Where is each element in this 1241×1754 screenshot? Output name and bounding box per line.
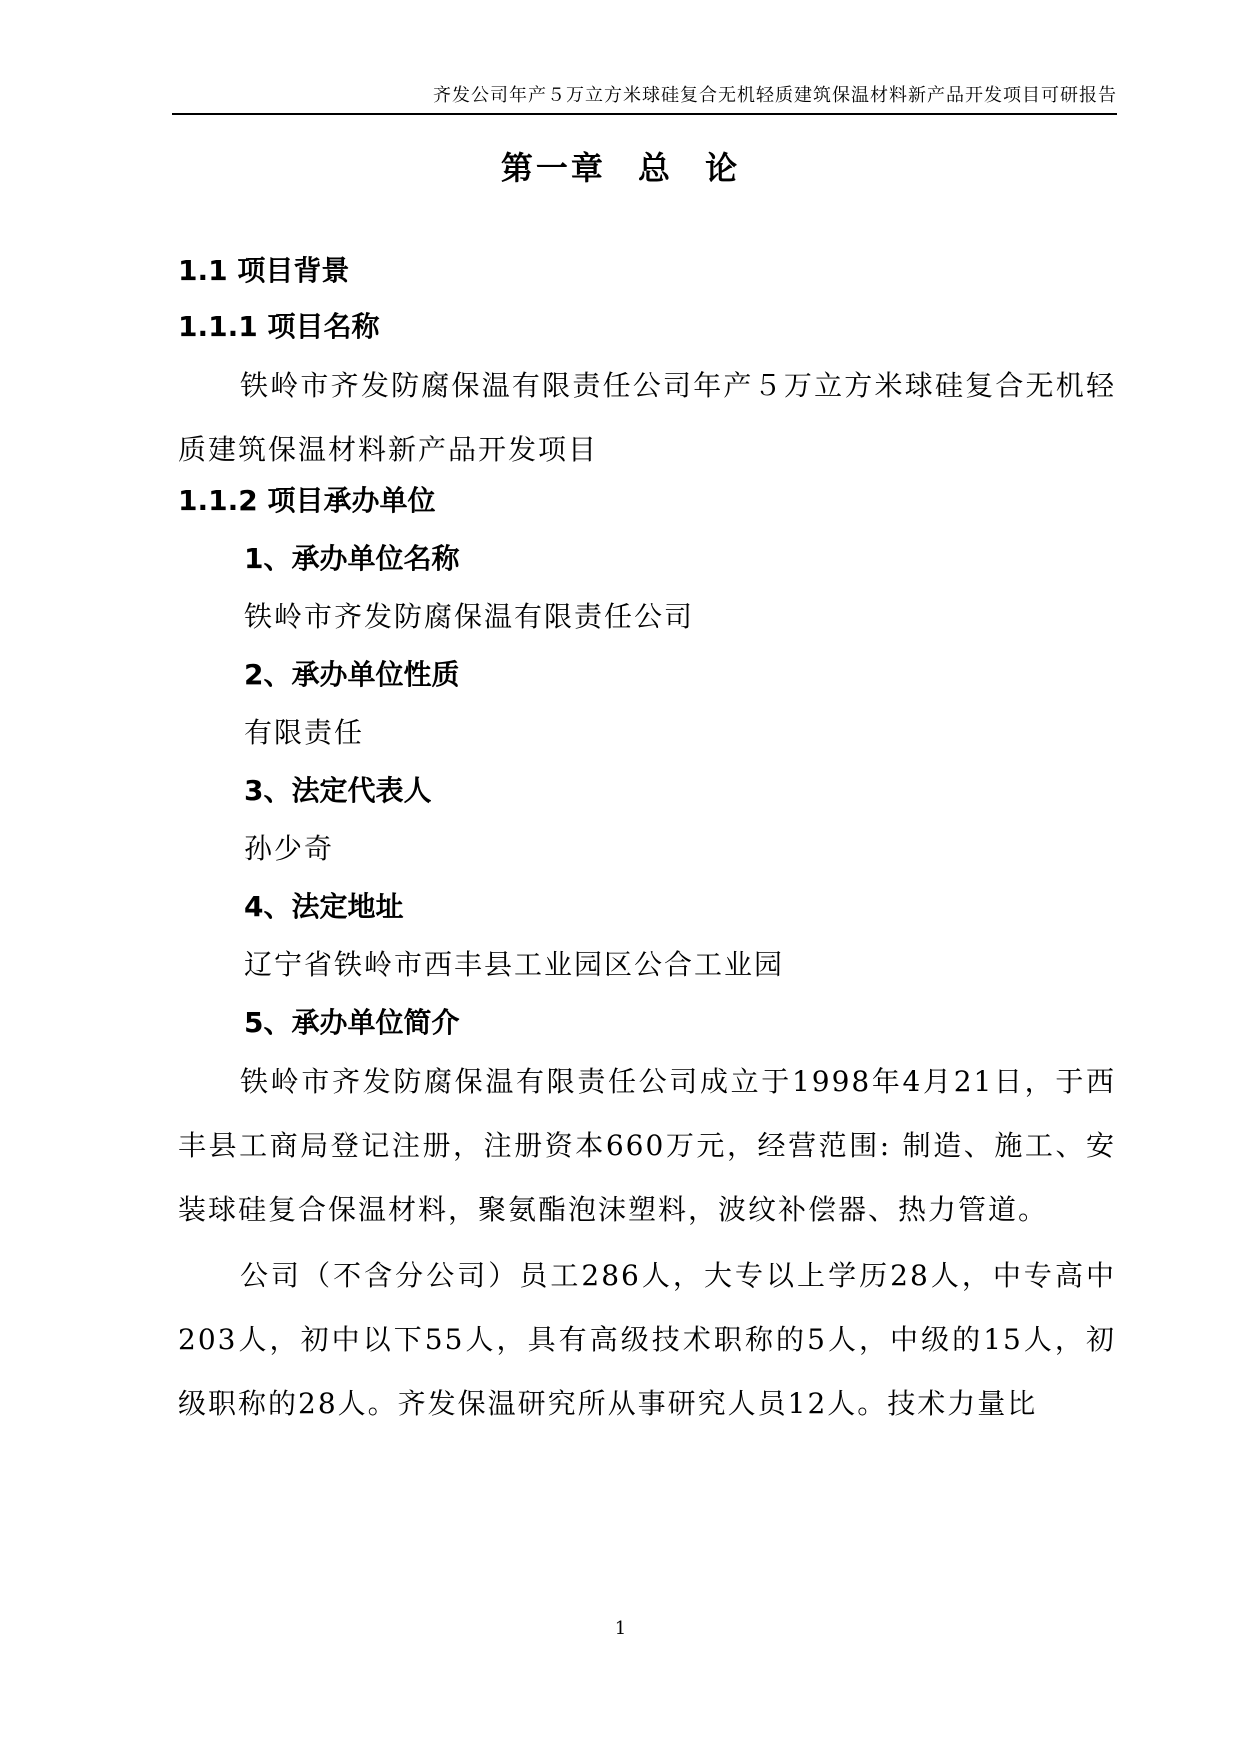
project-name-text: 铁岭市齐发防腐保温有限责任公司年产５万立方米球硅复合无机轻质建筑保温材料新产品开发项目: [178, 369, 1116, 466]
item-label-unit-name: 1、承办单位名称: [244, 542, 460, 575]
item-value-unit-name: 铁岭市齐发防腐保温有限责任公司: [244, 600, 695, 633]
header-rule: [172, 113, 1117, 115]
item-value-legal-address: 辽宁省铁岭市西丰县工业园区公合工业园: [244, 948, 785, 981]
item-label-legal-address: 4、法定地址: [244, 890, 404, 923]
item-label-company-profile: 5、承办单位简介: [244, 1006, 460, 1039]
company-profile-paragraph-2: 公司（不含分公司）员工286人，大专以上学历28人，中专高中203人，初中以下55人，具有高级技术职称的5人，中级的15人，初级职称的28人。齐发保温研究所从事研究人员12人。技术力量比: [178, 1259, 1116, 1420]
chapter-title: 第一章 总 论: [500, 149, 741, 187]
item-label-unit-nature: 2、承办单位性质: [244, 658, 460, 691]
item-value-legal-representative: 孙少奇: [244, 832, 335, 865]
section-heading-1-1-1: 1.1.1 项目名称: [178, 310, 380, 343]
item-label-legal-representative: 3、法定代表人: [244, 774, 432, 807]
section-heading-1-1: 1.1 项目背景: [178, 254, 350, 287]
company-profile-paragraph-1: 铁岭市齐发防腐保温有限责任公司成立于1998年4月21日，于西丰县工商局登记注册，注册资本660万元，经营范围: 制造、施工、安装球硅复合保温材料，聚氨酯泡沫塑料，波纹补偿器、热力管道。: [178, 1065, 1116, 1226]
item-value-unit-nature: 有限责任: [244, 716, 365, 749]
section-heading-1-1-2: 1.1.2 项目承办单位: [178, 484, 436, 517]
running-header: 齐发公司年产５万立方米球硅复合无机轻质建筑保温材料新产品开发项目可研报告: [433, 85, 1117, 106]
page-number: 1: [614, 1618, 627, 1639]
